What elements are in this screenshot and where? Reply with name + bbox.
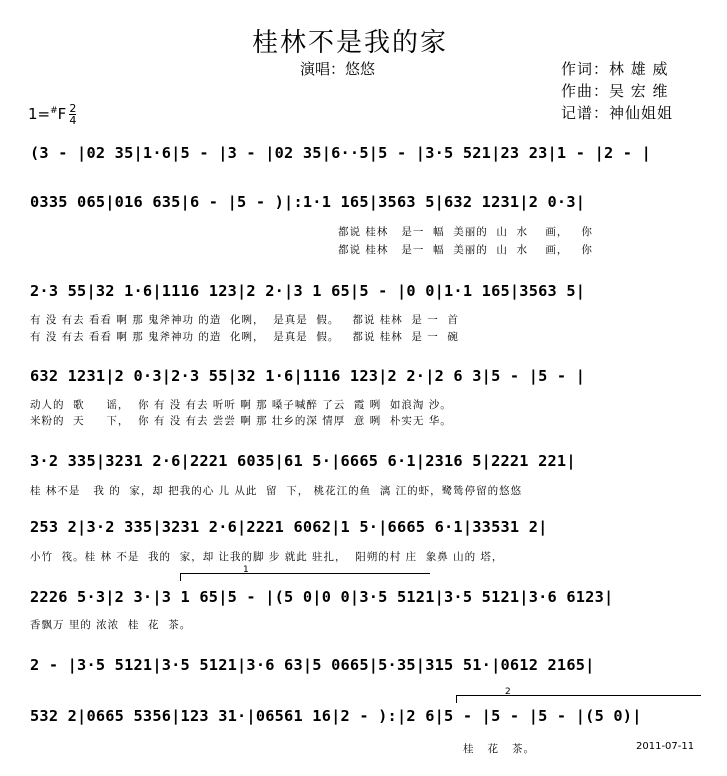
time-signature [69,103,76,126]
key-note: F [57,105,67,123]
time-bottom: 4 [69,114,77,127]
singer-credit: 演唱：悠悠 [300,60,376,78]
notation-row-1: (3 - |02 35|1·6|5 - |3 - |02 35|6··5|5 - |3·5 521|23 23|1 - |2 - | [30,144,652,162]
notation-row-6: 253 2|3·2 335|3231 2·6|2221 6062|1 5·|6665 6·1|33531 2| [30,518,548,536]
transcriber-credit: 记谱：神仙姐姐 [561,104,674,122]
composer-credit: 作曲：吴 宏 维 [561,82,669,100]
lyricist-credit: 作词：林 雄 威 [561,60,669,78]
lyric-row-9: 桂 花 茶。 [463,743,536,755]
volta-2-bracket [456,695,701,696]
sharp-sign: # [50,106,58,116]
notation-row-5: 3·2 335|3231 2·6|2221 6035|61 5·|6665 6·1|2316 5|2221 221| [30,452,576,470]
lyric-row-5: 桂 林不是 我 的 家，却 把我的心 儿 从此 留 下， 桃花江的鱼 漓 江的虾，鹭鸶停留的悠悠 [30,485,523,497]
transcription-date: 2011-07-11 [636,741,695,752]
volta-2-hook [456,695,457,703]
notation-row-9: 532 2|0665 5356|123 31·|06561 16|2 - ):|2 6|5 - |5 - |5 - |(5 0)| [30,707,642,725]
lyric-row-7: 香飘万 里的 浓浓 桂 花 茶。 [30,619,192,631]
lyric-row-4a: 动人的 歌 谣， 你 有 没 有去 听听 啊 那 嗓子喊醉 了云 霞 咧 如浪淘 沙。 [30,399,452,411]
song-title: 桂林不是我的家 [251,28,448,58]
time-top: 2 [69,102,77,115]
notation-row-3: 2·3 55|32 1·6|1116 123|2 2·|3 1 65|5 - |0 0|1·1 165|3563 5| [30,282,586,300]
notation-row-7: 2226 5·3|2 3·|3 1 65|5 - |(5 0|0 0|3·5 5121|3·5 5121|3·6 6123| [30,588,614,606]
notation-row-8: 2 - |3·5 5121|3·5 5121|3·6 63|5 0665|5·35|315 51·|0612 2165| [30,656,595,674]
lyric-row-3b: 有 没 有去 看看 啊 那 鬼斧神功 的造 化咧， 是真是 假。 都说 桂林 是 一 碗 [30,331,459,343]
lyric-row-3a: 有 没 有去 看看 啊 那 鬼斧神功 的造 化咧， 是真是 假。 都说 桂林 是 一 首 [30,314,459,326]
key-prefix: 1= [28,105,51,123]
lyric-row-2a: 都说 桂林 是一 幅 美丽的 山 水 画， 你 [338,226,593,238]
notation-row-2: 0335 065|016 635|6 - |5 - )|:1·1 165|3563 5|632 1231|2 0·3| [30,193,586,211]
lyric-row-2b: 都说 桂林 是一 幅 美丽的 山 水 画， 你 [338,244,593,256]
volta-1-hook [180,573,181,581]
volta-2-number: 2 [505,687,511,697]
volta-1-bracket [180,573,430,574]
lyric-row-4b: 米粉的 天 下， 你 有 没 有去 尝尝 啊 那 壮乡的深 情厚 意 咧 朴实无 华。 [30,415,452,427]
lyric-row-6: 小竹 筏。桂 林 不是 我的 家，却 让我的脚 步 就此 驻扎， 阳朔的村 庄 象鼻 山的 塔， [30,551,504,563]
volta-1-number: 1 [243,565,249,575]
key-signature [28,103,76,126]
notation-row-4: 632 1231|2 0·3|2·3 55|32 1·6|1116 123|2 2·|2 6 3|5 - |5 - | [30,367,586,385]
